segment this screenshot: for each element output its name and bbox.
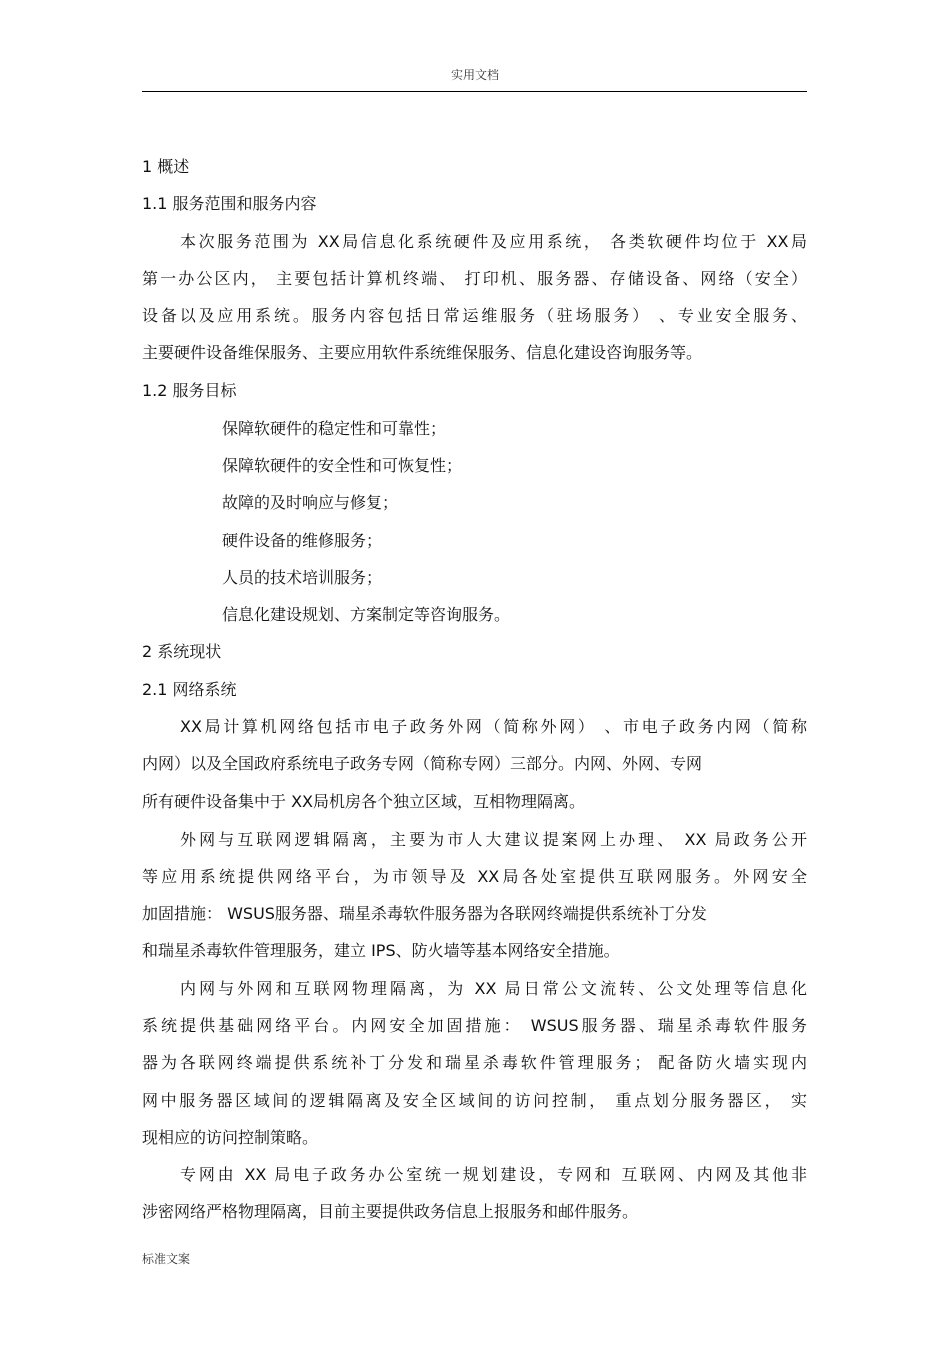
section-1-1-heading: 1.1 服务范围和服务内容 <box>142 194 317 213</box>
header-label: 实用文档 <box>450 68 499 82</box>
paragraph-line: 现相应的访问控制策略。 <box>142 1128 319 1147</box>
list-item: 保障软硬件的安全性和可恢复性； <box>222 456 463 475</box>
header-divider <box>142 91 807 92</box>
paragraph-line: 设备以及应用系统。服务内容包括日常运维服务（驻场服务） 、专业安全服务、 <box>142 306 807 325</box>
list-item: 保障软硬件的稳定性和可靠性； <box>222 419 447 438</box>
paragraph-line: 第一办公区内， 主要包括计算机终端、 打印机、服务器、存储设备、网络（安全） <box>142 269 807 288</box>
section-2-heading: 2 系统现状 <box>142 642 222 661</box>
paragraph-line: 内网）以及全国政府系统电子政务专网（简称专网）三部分。内网、外网、专网 <box>142 754 703 773</box>
paragraph-line: 所有硬件设备集中于 XX局机房各个独立区域，互相物理隔离。 <box>142 792 586 811</box>
list-item: 人员的技术培训服务； <box>222 568 383 587</box>
paragraph-line: 涉密网络严格物理隔离，目前主要提供政务信息上报服务和邮件服务。 <box>142 1202 639 1221</box>
paragraph-line: 外网与互联网逻辑隔离，主要为市人大建议提案网上办理、 XX 局政务公开 <box>180 830 807 849</box>
paragraph-line: 器为各联网终端提供系统补丁分发和瑞星杀毒软件管理服务； 配备防火墙实现内 <box>142 1053 807 1072</box>
list-item: 硬件设备的维修服务； <box>222 531 383 550</box>
list-item: 信息化建设规划、方案制定等咨询服务。 <box>222 605 511 624</box>
paragraph-line: 主要硬件设备维保服务、主要应用软件系统维保服务、信息化建设咨询服务等。 <box>142 343 703 362</box>
list-item: 故障的及时响应与修复； <box>222 493 399 512</box>
paragraph-line: 和瑞星杀毒软件管理服务，建立 IPS、防火墙等基本网络安全措施。 <box>142 941 620 960</box>
paragraph-line: 系统提供基础网络平台。内网安全加固措施： WSUS服务器、瑞星杀毒软件服务 <box>142 1016 807 1035</box>
section-1-heading: 1 概述 <box>142 157 190 176</box>
paragraph-line: 专网由 XX 局电子政务办公室统一规划建设，专网和 互联网、内网及其他非 <box>180 1165 807 1184</box>
paragraph-line: 网中服务器区域间的逻辑隔离及安全区域间的访问控制， 重点划分服务器区， 实 <box>142 1091 807 1110</box>
section-1-2-heading: 1.2 服务目标 <box>142 381 237 400</box>
paragraph-line: XX局计算机网络包括市电子政务外网（简称外网） 、市电子政务内网（简称 <box>180 717 807 736</box>
section-2-1-heading: 2.1 网络系统 <box>142 680 237 699</box>
paragraph-line: 等应用系统提供网络平台，为市领导及 XX局各处室提供互联网服务。外网安全 <box>142 867 807 886</box>
paragraph-line: 内网与外网和互联网物理隔离，为 XX 局日常公文流转、公文处理等信息化 <box>180 979 807 998</box>
page-footer: 标准文案 <box>142 1252 191 1266</box>
paragraph-line: 本次服务范围为 XX局信息化系统硬件及应用系统， 各类软硬件均位于 XX局 <box>180 232 807 251</box>
paragraph-line: 加固措施： WSUS服务器、瑞星杀毒软件服务器为各联网终端提供系统补丁分发 <box>142 904 707 923</box>
